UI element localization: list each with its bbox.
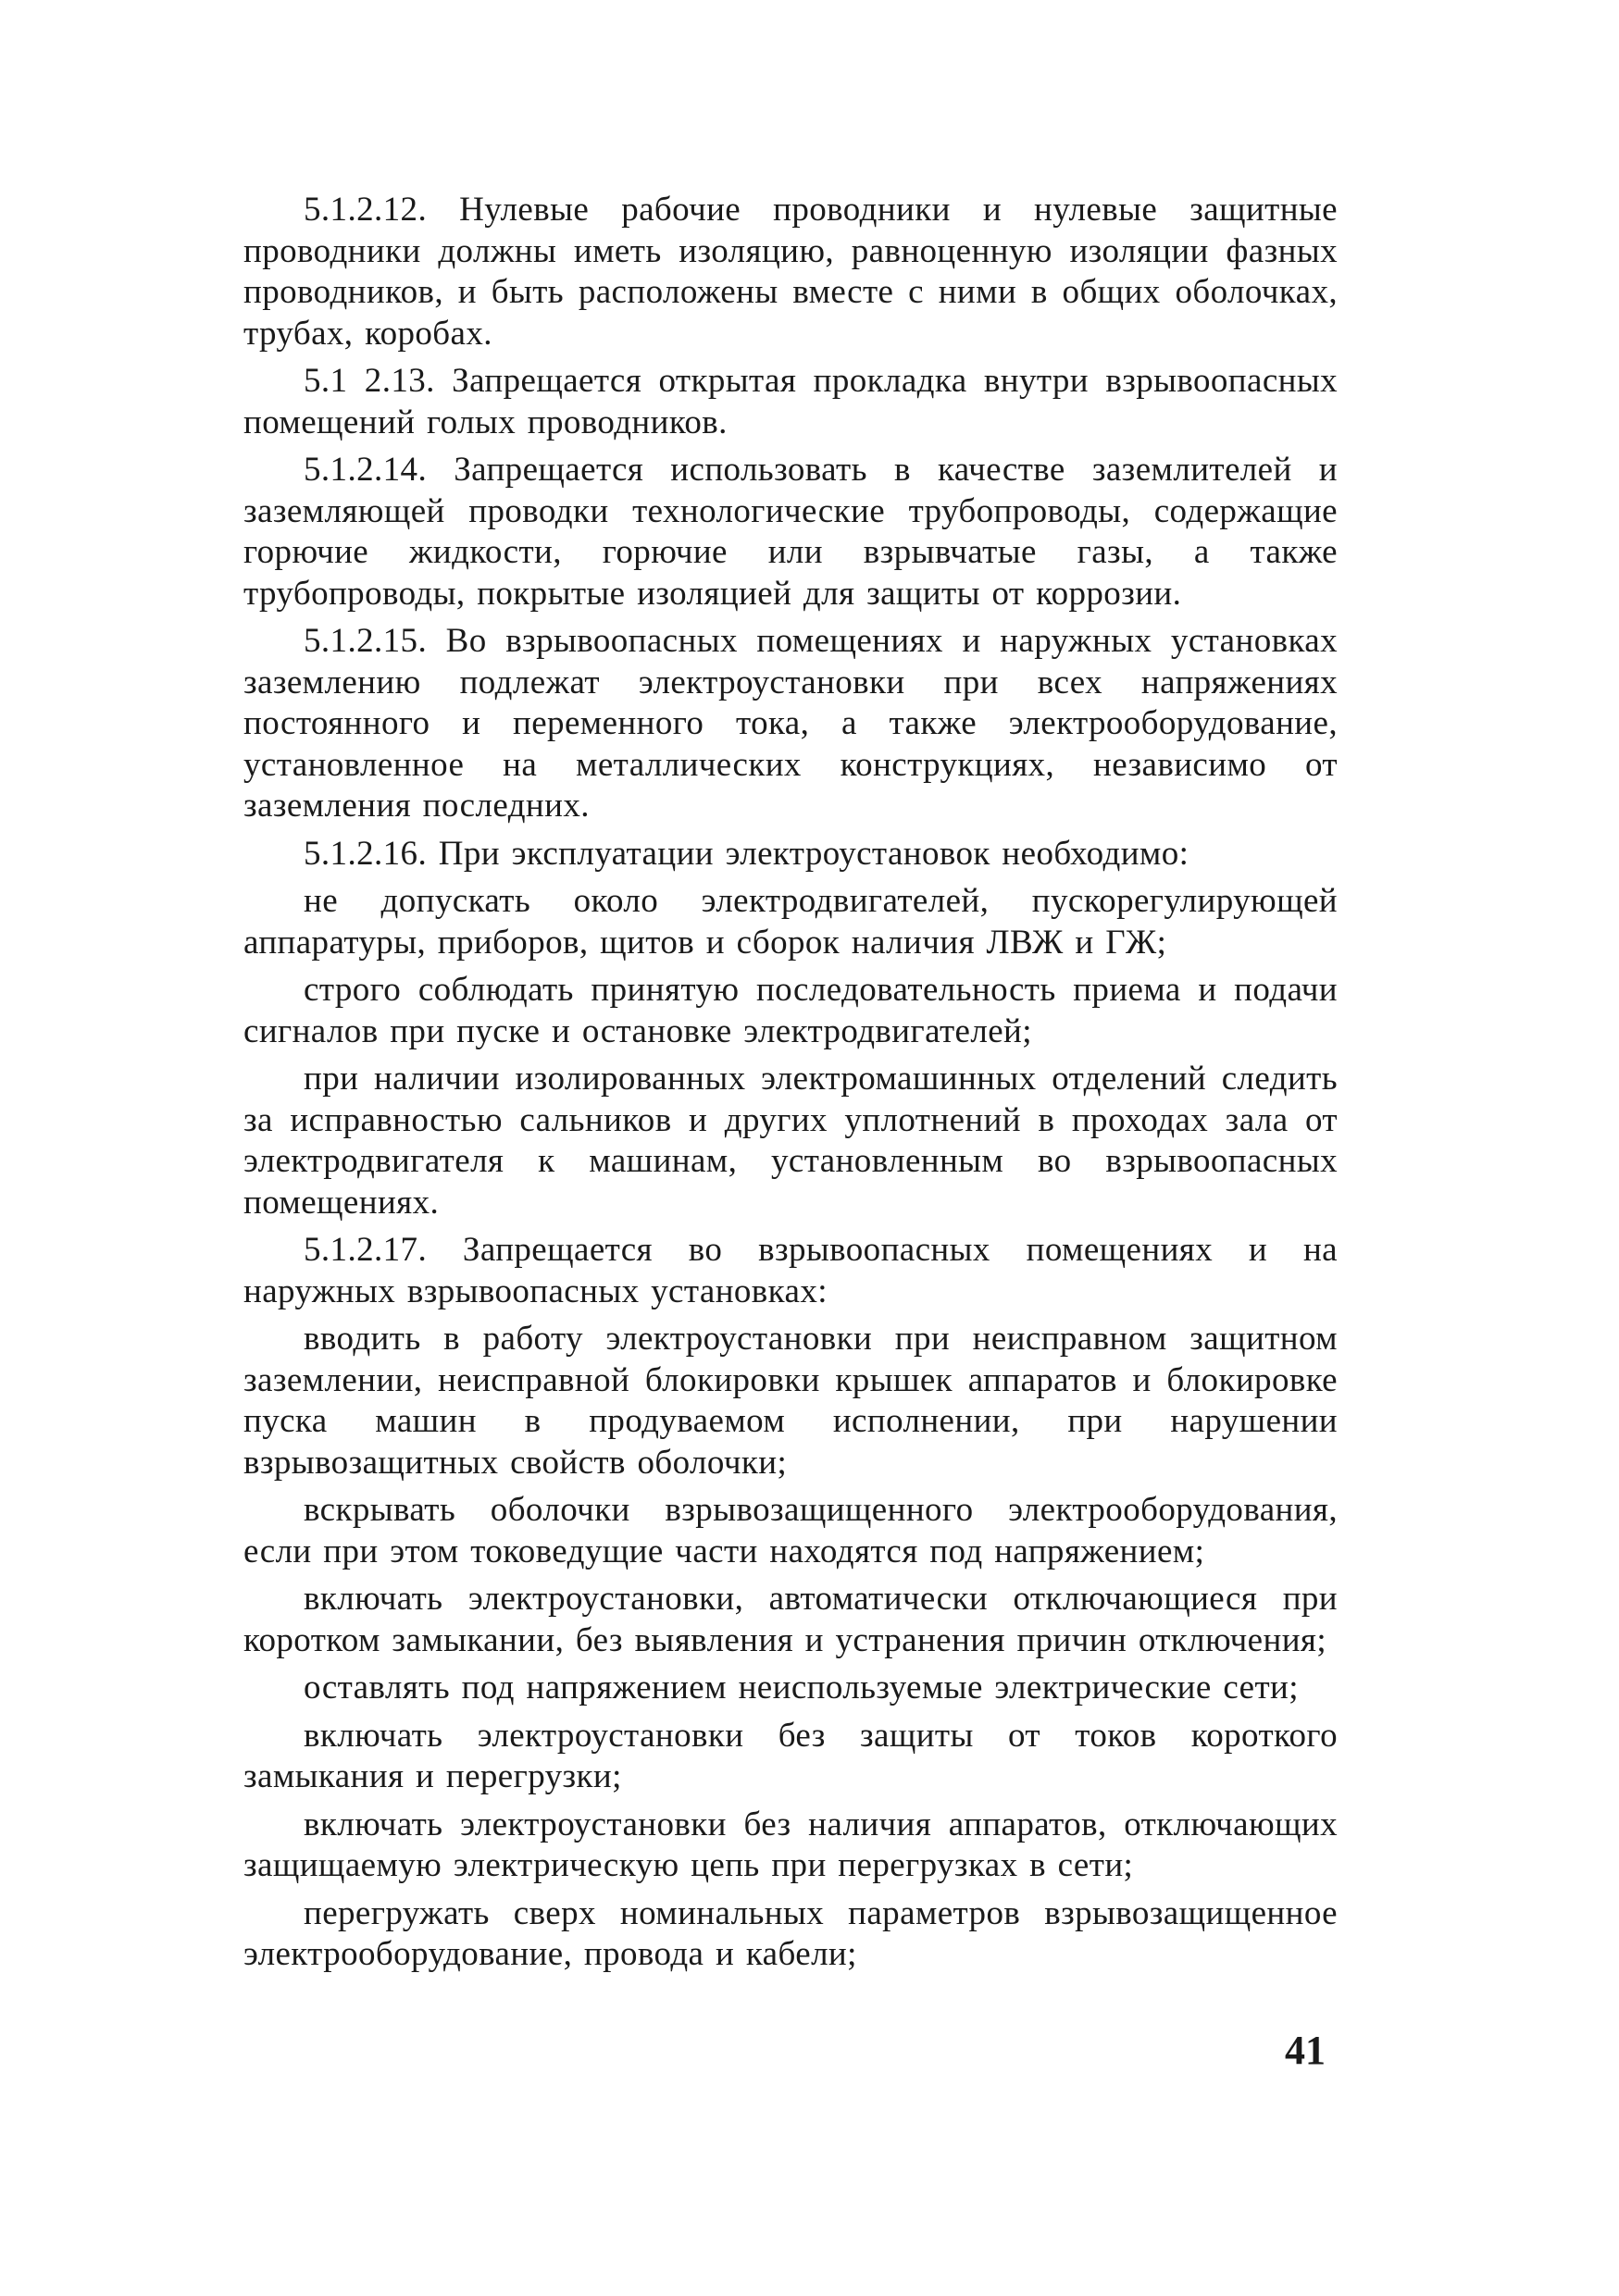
page-number: 41 <box>1285 2028 1326 2073</box>
main-text <box>243 190 1338 1982</box>
paragraph-5-1-2-15: 5.1.2.15. Во взрывоопасных помещениях и наружных установках заземлению подлежат электроустановки при всех напряжениях постоянного и переменного тока, а также электрооборудование, установленное на металлических конструкциях, независимо от заземления последних. <box>243 622 1338 825</box>
paragraph-5-1-2-14: 5.1.2.14. Запрещается использовать в качестве заземлителей и заземляющей проводки технологические трубопроводы, содержащие горючие жидкости, горючие или взрывчатые газы, а также трубопроводы, покрытые изоляцией для защиты от коррозии. <box>243 451 1338 613</box>
list-item: включать электроустановки, автоматически отключающиеся при коротком замыкании, без выявления и устранения причин отключения; <box>243 1580 1338 1659</box>
list-item: строго соблюдать принятую последовательность приема и подачи сигналов при пуске и остановке электродвигателей; <box>243 971 1338 1050</box>
list-item: включать электроустановки без защиты от токов короткого замыкания и перегрузки; <box>243 1716 1338 1795</box>
list-item: не допускать около электродвигателей, пускорегулирующей аппаратуры, приборов, щитов и сборок наличия ЛВЖ и ГЖ; <box>243 882 1338 962</box>
list-item: оставлять под напряжением неиспользуемые электрические сети; <box>304 1669 1299 1706</box>
paragraph-5-1-2-16: 5.1.2.16. При эксплуатации электроустановок необходимо: <box>304 834 1189 873</box>
list-item: включать электроустановки без наличия аппаратов, отключающих защищаемую электрическую цепь при перегрузках в сети; <box>243 1805 1338 1884</box>
list-item: вводить в работу электроустановки при неисправном защитном заземлении, неисправной блокировки крышек аппаратов и блокировке пуска машин в продуваемом исполнении, при нарушении взрывозащитных свойств оболочки; <box>243 1320 1338 1482</box>
paragraph-5-1-2-13: 5.1 2.13. Запрещается открытая прокладка внутри взрывоопасных помещений голых проводников. <box>243 362 1338 441</box>
paragraph-5-1-2-12: 5.1.2.12. Нулевые рабочие проводники и нулевые защитные проводники должны иметь изоляцию, равноценную изоляции фазных проводников, и быть расположены вместе с ними в общих оболочках, трубах, коробах. <box>243 191 1338 353</box>
list-item: вскрывать оболочки взрывозащищенного электрооборудования, если при этом токоведущие части находятся под напряжением; <box>243 1491 1338 1570</box>
list-item: перегружать сверх номинальных параметров взрывозащищенное электрооборудование, провода и кабели; <box>243 1893 1338 1973</box>
list-item: при наличии изолированных электромашинных отделений следить за исправностью сальников и других уплотнений в проходах зала от электродвигателя к машинам, установленным во взрывоопасных помещениях. <box>243 1060 1338 1222</box>
paragraph-5-1-2-17: 5.1.2.17. Запрещается во взрывоопасных помещениях и на наружных взрывоопасных установках: <box>243 1231 1338 1310</box>
